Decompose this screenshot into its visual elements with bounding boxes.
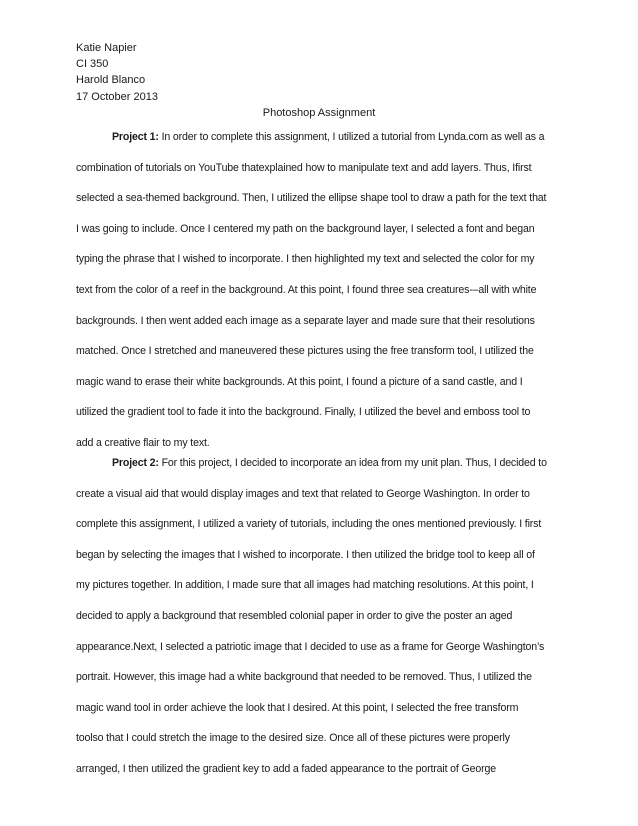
project-label: Project 2: — [112, 457, 159, 469]
paragraph-line: complete this assignment, I utilized a variety of tutorials, including the ones mentioned previously. I first — [76, 518, 542, 531]
document-title: Photoshop Assignment — [262, 107, 376, 119]
paragraph-line: I was going to include. Once I centered my path on the background layer, I selected a font and began — [76, 222, 535, 235]
paragraph-text: For this project, I decided to incorporate an idea from my unit plan. Thus, I decided to — [158, 457, 547, 469]
paragraph-project-1 — [76, 122, 570, 459]
paragraph-line: magic wand tool in order achieve the look that I desired. At this point, I selected the free transform — [76, 701, 519, 714]
header-block — [76, 40, 158, 105]
paragraph-line: decided to apply a background that resembled colonial paper in order to give the poster an aged — [76, 609, 513, 622]
paragraph-line: toolso that I could stretch the image to the desired size. Once all of these pictures were properly — [76, 732, 510, 745]
paragraph-first-line — [76, 448, 570, 479]
paragraph-line: began by selecting the images that I wished to incorporate. I then utilized the bridge tool to keep all of — [76, 548, 535, 561]
paragraph-line: combination of tutorials on YouTube thatexplained how to manipulate text and add layers. Thus, Ifirst — [76, 161, 532, 174]
paragraph-line: add a creative flair to my text. — [76, 436, 210, 449]
paragraph-project-2 — [76, 448, 570, 785]
paragraph-line: create a visual aid that would display images and text that related to George Washington. In order to — [76, 487, 530, 500]
paragraph-line: matched. Once I stretched and maneuvered these pictures using the free transform tool, I utilized the — [76, 345, 534, 358]
date: 17 October 2013 — [76, 90, 158, 103]
paragraph-line: selected a sea-themed background. Then, I utilized the ellipse shape tool to draw a path for the text that — [76, 192, 547, 205]
paragraph-line: magic wand to erase their white backgrounds. At this point, I found a picture of a sand castle, and I — [76, 375, 523, 388]
paragraph-line: portrait. However, this image had a white background that needed to be removed. Thus, I utilized the — [76, 671, 532, 684]
paragraph-line: arranged, I then utilized the gradient key to add a faded appearance to the portrait of George — [76, 762, 496, 775]
instructor-name: Harold Blanco — [76, 74, 146, 87]
paragraph-first-line — [76, 122, 570, 153]
paragraph-line: my pictures together. In addition, I made sure that all images had matching resolutions. At this point, I — [76, 579, 534, 592]
paragraph-line: text from the color of a reef in the background. At this point, I found three sea creatures-–all with white — [76, 283, 537, 296]
paragraph-text: In order to complete this assignment, I utilized a tutorial from Lynda.com as well as a — [158, 131, 545, 143]
project-label: Project 1: — [112, 131, 159, 143]
paragraph-line: utilized the gradient tool to fade it into the background. Finally, I utilized the bevel and emboss tool to — [76, 406, 531, 419]
paragraph-line: appearance.Next, I selected a patriotic image that I decided to use as a frame for George Washington’s — [76, 640, 545, 653]
author-name: Katie Napier — [76, 42, 137, 54]
course-code: CI 350 — [76, 58, 109, 71]
paragraph-line: backgrounds. I then went added each image as a separate layer and made sure that their resolutions — [76, 314, 535, 327]
paragraph-line: typing the phrase that I wished to incorporate. I then highlighted my text and selected the color for my — [76, 253, 535, 266]
